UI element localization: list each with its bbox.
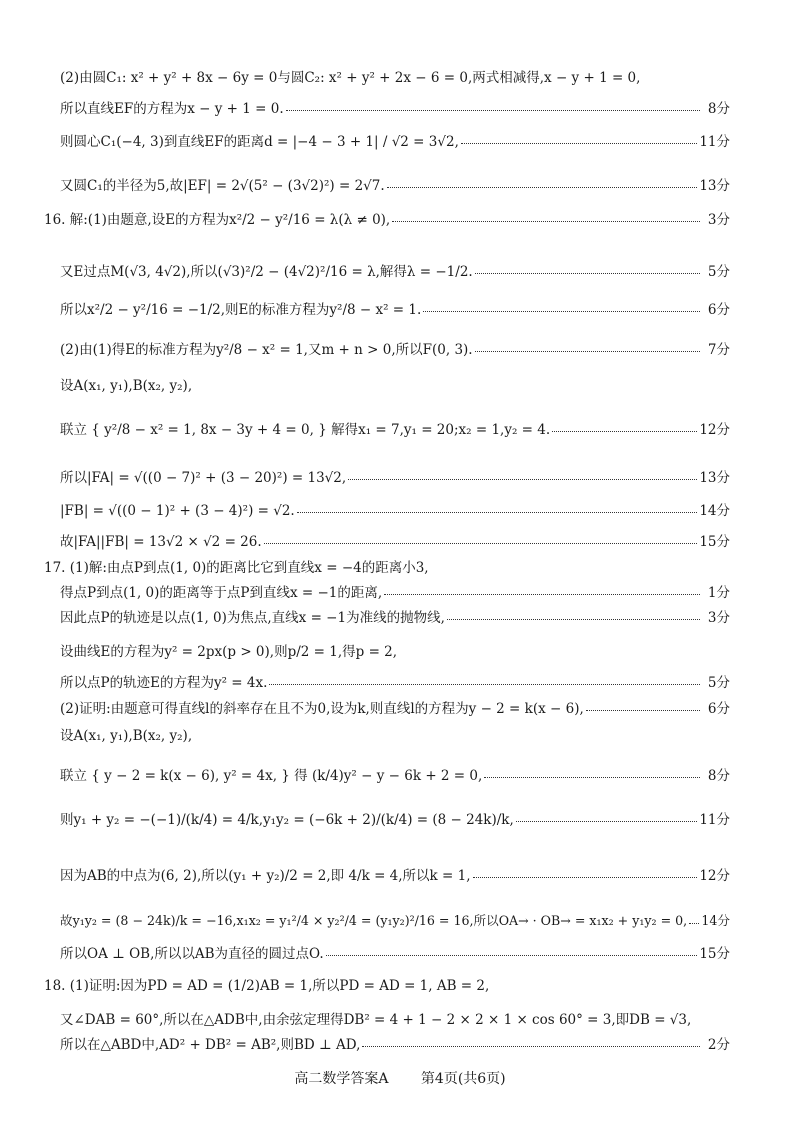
line-text: 设曲线E的方程为y² = 2px(p > 0),则p/2 = 1,得p = 2, bbox=[60, 644, 398, 660]
leader-dots bbox=[384, 593, 700, 595]
line-text: 17. (1)解:由点P到点(1, 0)的距离比它到直线x = −4的距离小3, bbox=[44, 560, 429, 576]
line-l22 bbox=[60, 808, 730, 828]
score-mark: 8分 bbox=[707, 101, 730, 117]
line-text: 所以在△ABD中,AD² + DB² = AB²,则BD ⊥ AD, bbox=[60, 1037, 361, 1053]
leader-dots bbox=[461, 142, 697, 144]
score-mark: 14分 bbox=[701, 913, 730, 928]
line-l04 bbox=[60, 174, 730, 194]
line-text: 所以点P的轨迹E的方程为y² = 4x. bbox=[60, 675, 268, 691]
line-l21 bbox=[60, 764, 730, 784]
score-mark: 12分 bbox=[699, 422, 730, 438]
line-l10 bbox=[60, 418, 730, 438]
line-l06 bbox=[60, 260, 730, 280]
score-mark: 13分 bbox=[699, 178, 730, 194]
leader-dots bbox=[473, 876, 698, 878]
score-mark: 15分 bbox=[699, 946, 730, 962]
line-text: 设A(x₁, y₁),B(x₂, y₂), bbox=[60, 378, 193, 394]
leader-dots bbox=[447, 618, 700, 620]
line-l12 bbox=[60, 499, 730, 519]
line-l20 bbox=[60, 724, 730, 744]
leader-dots bbox=[264, 542, 698, 544]
line-text: (2)证明:由题意可得直线l的斜率存在且不为0,设为k,则直线l的方程为y − 2 = k(x − 6), bbox=[60, 701, 584, 717]
line-text: 联立 { y − 2 = k(x − 6), y² = 4x, } 得 (k/4)y² − y − 6k + 2 = 0, bbox=[60, 768, 483, 784]
line-l28 bbox=[60, 1033, 730, 1053]
line-l03 bbox=[60, 130, 730, 150]
leader-dots bbox=[348, 478, 697, 480]
line-text: 所以|FA| = √((0 − 7)² + (3 − 20)²) = 13√2, bbox=[60, 470, 347, 486]
leader-dots bbox=[552, 430, 697, 432]
line-text: 所以直线EF的方程为x − y + 1 = 0. bbox=[60, 101, 284, 117]
score-mark: 14分 bbox=[699, 503, 730, 519]
score-mark: 6分 bbox=[707, 302, 730, 318]
score-mark: 3分 bbox=[707, 610, 730, 626]
line-l11 bbox=[60, 466, 730, 486]
line-text: 又圆C₁的半径为5,故|EF| = 2√(5² − (3√2)²) = 2√7. bbox=[60, 178, 385, 194]
line-l15 bbox=[60, 581, 730, 601]
leader-dots bbox=[362, 1045, 700, 1047]
line-text: 因为AB的中点为(6, 2),所以(y₁ + y₂)/2 = 2,即 4/k = 4,所以k = 1, bbox=[60, 868, 471, 884]
leader-dots bbox=[423, 310, 700, 312]
line-l16 bbox=[60, 606, 730, 626]
line-text: 所以OA ⊥ OB,所以以AB为直径的圆过点O. bbox=[60, 946, 324, 962]
line-text: 故|FA||FB| = 13√2 × √2 = 26. bbox=[60, 534, 262, 550]
line-l17 bbox=[60, 640, 730, 660]
line-text: (2)由(1)得E的标准方程为y²/8 − x² = 1,又m + n > 0,所以F(0, 3). bbox=[60, 342, 473, 358]
score-mark: 3分 bbox=[707, 212, 730, 228]
score-mark: 11分 bbox=[699, 812, 730, 828]
leader-dots bbox=[689, 922, 699, 924]
line-l08 bbox=[60, 338, 730, 358]
leader-dots bbox=[326, 954, 698, 956]
line-l05 bbox=[44, 208, 730, 228]
line-l25 bbox=[60, 942, 730, 962]
line-l01 bbox=[60, 66, 730, 86]
leader-dots bbox=[475, 350, 700, 352]
line-l26 bbox=[44, 974, 730, 994]
line-l24 bbox=[60, 910, 730, 929]
score-mark: 5分 bbox=[707, 675, 730, 691]
line-text: 因此点P的轨迹是以点(1, 0)为焦点,直线x = −1为准线的抛物线, bbox=[60, 610, 445, 626]
leader-dots bbox=[387, 186, 698, 188]
line-text: 又E过点M(√3, 4√2),所以(√3)²/2 − (4√2)²/16 = λ,解得λ = −1/2. bbox=[60, 264, 473, 280]
score-mark: 15分 bbox=[699, 534, 730, 550]
line-l19 bbox=[60, 697, 730, 717]
line-text: 18. (1)证明:因为PD = AD = (1/2)AB = 1,所以PD = AD = 1, AB = 2, bbox=[44, 978, 490, 994]
score-mark: 2分 bbox=[707, 1037, 730, 1053]
score-mark: 6分 bbox=[707, 701, 730, 717]
leader-dots bbox=[475, 272, 700, 274]
line-l18 bbox=[60, 671, 730, 691]
leader-dots bbox=[516, 820, 698, 822]
line-l02 bbox=[60, 97, 730, 117]
score-mark: 1分 bbox=[707, 585, 730, 601]
line-l23 bbox=[60, 864, 730, 884]
leader-dots bbox=[286, 109, 700, 111]
line-text: 16. 解:(1)由题意,设E的方程为x²/2 − y²/16 = λ(λ ≠ 0), bbox=[44, 212, 391, 228]
line-text: (2)由圆C₁: x² + y² + 8x − 6y = 0与圆C₂: x² + y² + 2x − 6 = 0,两式相减得,x − y + 1 = 0, bbox=[60, 70, 641, 86]
score-mark: 5分 bbox=[707, 264, 730, 280]
score-mark: 7分 bbox=[707, 342, 730, 358]
leader-dots bbox=[392, 220, 700, 222]
page-footer bbox=[0, 1068, 800, 1088]
footer-subject: 高二数学答案A bbox=[294, 1071, 389, 1087]
score-mark: 8分 bbox=[707, 768, 730, 784]
line-text: 则y₁ + y₂ = −(−1)/(k/4) = 4/k,y₁y₂ = (−6k + 2)/(k/4) = (8 − 24k)/k, bbox=[60, 812, 514, 828]
leader-dots bbox=[484, 776, 700, 778]
line-text: 则圆心C₁(−4, 3)到直线EF的距离d = |−4 − 3 + 1| / √2 = 3√2, bbox=[60, 134, 459, 150]
line-text: 所以x²/2 − y²/16 = −1/2,则E的标准方程为y²/8 − x² = 1. bbox=[60, 302, 422, 318]
line-text: 联立 { y²/8 − x² = 1, 8x − 3y + 4 = 0, } 解得x₁ = 7,y₁ = 20;x₂ = 1,y₂ = 4. bbox=[60, 422, 551, 438]
line-text: 设A(x₁, y₁),B(x₂, y₂), bbox=[60, 728, 193, 744]
line-l14 bbox=[44, 556, 730, 576]
line-text: 得点P到点(1, 0)的距离等于点P到直线x = −1的距离, bbox=[60, 585, 383, 601]
score-mark: 12分 bbox=[699, 868, 730, 884]
line-l27 bbox=[60, 1008, 730, 1028]
line-l07 bbox=[60, 298, 730, 318]
line-text: 故y₁y₂ = (8 − 24k)/k = −16,x₁x₂ = y₁²/4 × y₂²/4 = (y₁y₂)²/16 = 16,所以OA→ · OB→ = x₁x₂ + y₁y₂ = 0, bbox=[60, 913, 688, 928]
leader-dots bbox=[586, 709, 700, 711]
leader-dots bbox=[297, 511, 698, 513]
score-mark: 13分 bbox=[699, 470, 730, 486]
footer-page-number: 第4页(共6页) bbox=[420, 1071, 506, 1087]
line-l09 bbox=[60, 374, 730, 394]
line-text: |FB| = √((0 − 1)² + (3 − 4)²) = √2. bbox=[60, 503, 295, 519]
line-l13 bbox=[60, 530, 730, 550]
line-text: 又∠DAB = 60°,所以在△ADB中,由余弦定理得DB² = 4 + 1 − 2 × 2 × 1 × cos 60° = 3,即DB = √3, bbox=[60, 1012, 692, 1028]
leader-dots bbox=[269, 683, 700, 685]
score-mark: 11分 bbox=[699, 134, 730, 150]
